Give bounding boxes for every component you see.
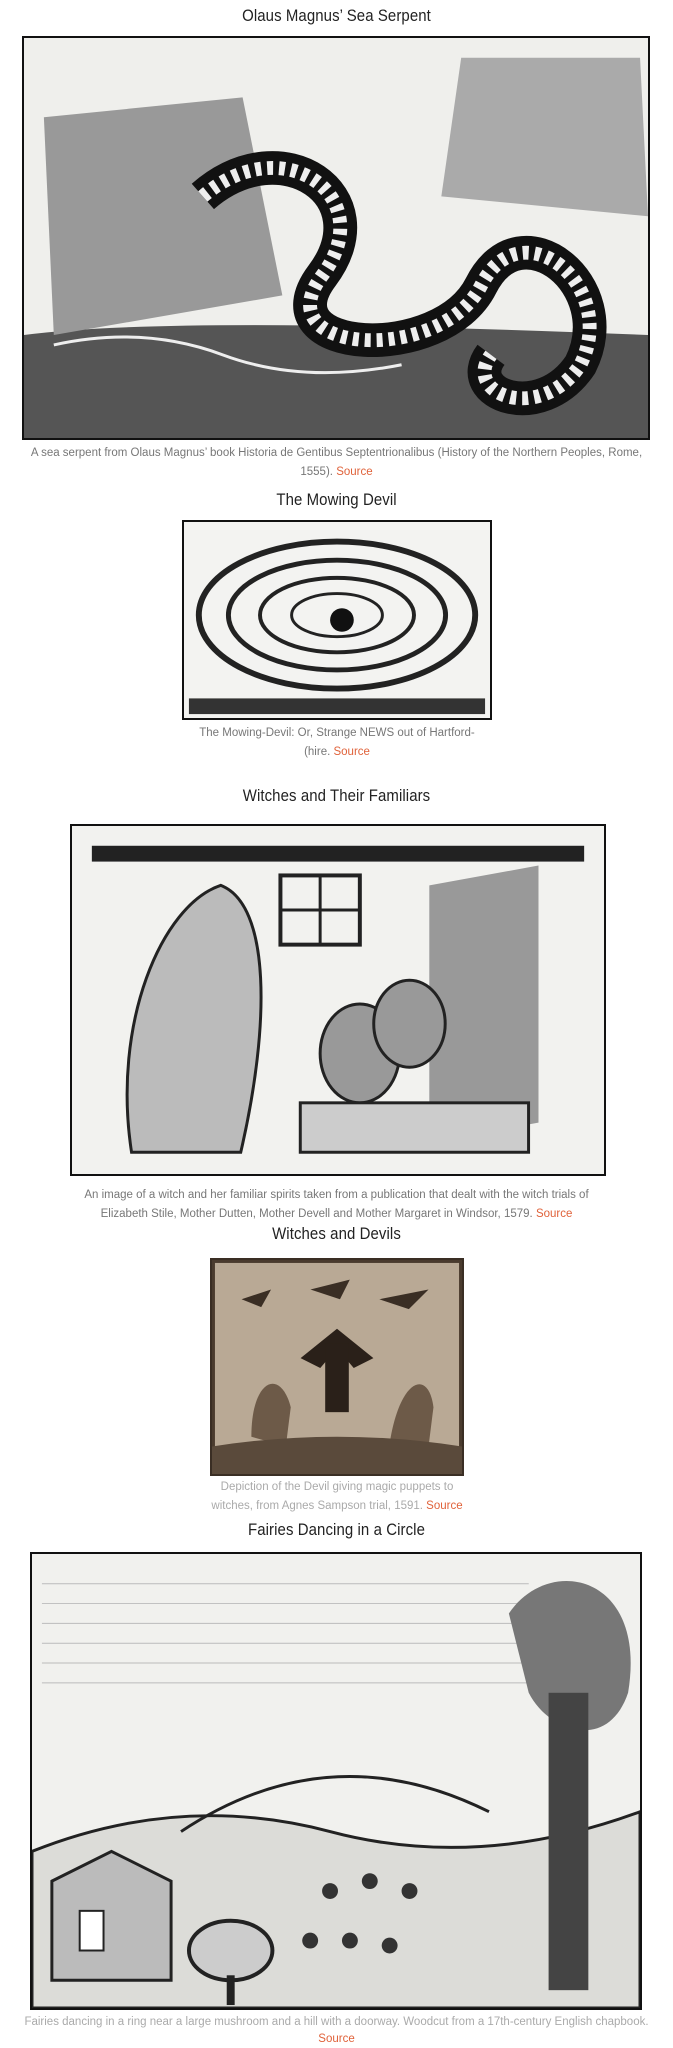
fairies-dancing-woodcut: [30, 1552, 642, 2010]
source-link[interactable]: Source: [333, 746, 370, 758]
section-title: Witches and Devils: [272, 1224, 401, 1243]
caption-line-2: Elizabeth Stile, Mother Dutten, Mother Devell and Mother Margaret in Windsor, 1579.: [100, 1208, 533, 1220]
caption-line-1: An image of a witch and her familiar spirits taken from a publication that dealt with the witch trials of: [84, 1189, 589, 1201]
section-caption: [20, 1186, 653, 1224]
caption-line-2: (hire.: [304, 746, 331, 758]
source-link[interactable]: Source: [318, 2033, 355, 2045]
section-caption: [182, 1478, 492, 1516]
section-caption: [20, 444, 653, 482]
mowing-devil-woodcut: [182, 520, 492, 720]
caption-text: A sea serpent from Olaus Magnus’ book Historia de Gentibus Septentrionalibus (History of the Northern Peoples, Rome, 1555).: [30, 447, 643, 478]
witches-devils-woodcut: [210, 1258, 464, 1476]
source-link[interactable]: Source: [535, 1208, 573, 1220]
section-title: Olaus Magnus’ Sea Serpent: [242, 6, 431, 25]
caption-line-1: The Mowing-Devil: Or, Strange NEWS out of Hartford-: [199, 727, 475, 739]
section-title: Fairies Dancing in a Circle: [248, 1520, 425, 1539]
witch-familiars-woodcut: [70, 824, 606, 1176]
section-title: The Mowing Devil: [276, 490, 397, 509]
caption-line-2: witches, from Agnes Sampson trial, 1591.: [211, 1500, 423, 1512]
caption-line-1: Depiction of the Devil giving magic puppets to: [220, 1481, 454, 1493]
section-caption: [182, 724, 492, 762]
caption-text: Fairies dancing in a ring near a large mushroom and a hill with a doorway. Woodcut from a 17th-century English chapbook.: [24, 2016, 649, 2028]
section-title: Witches and Their Familiars: [242, 786, 431, 805]
source-link[interactable]: Source: [426, 1500, 463, 1512]
source-link[interactable]: Source: [336, 466, 373, 478]
section-caption: [10, 2014, 663, 2048]
sea-serpent-woodcut: [22, 36, 650, 440]
